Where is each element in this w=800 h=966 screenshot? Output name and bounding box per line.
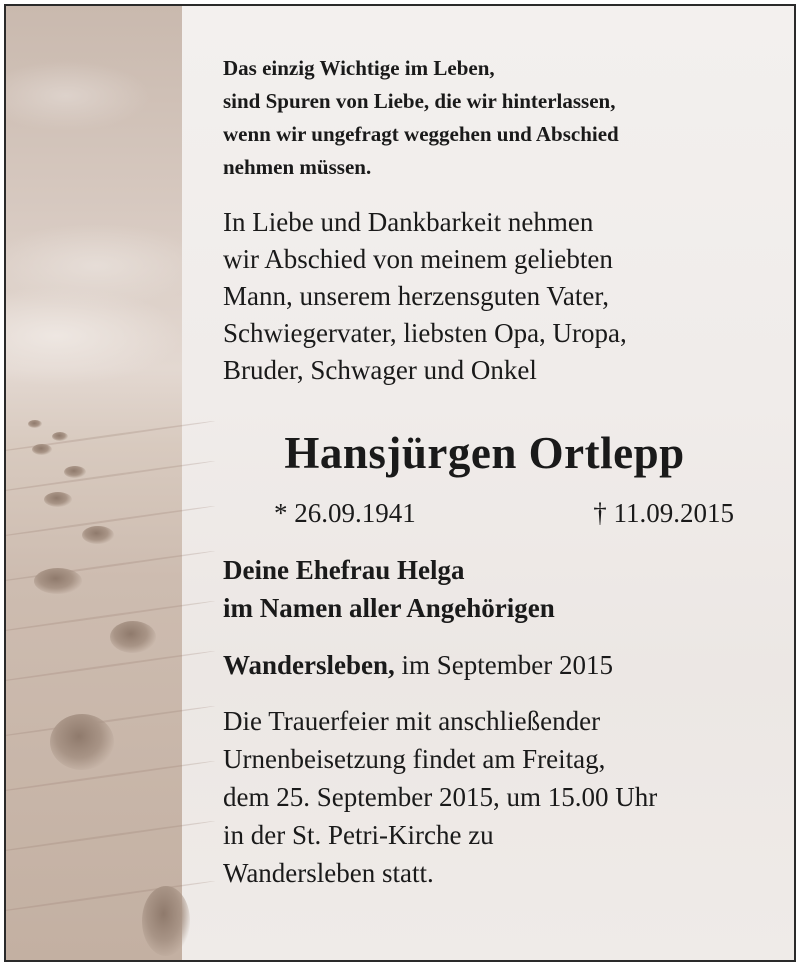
place-date bbox=[223, 646, 783, 684]
footprints-in-sand-image bbox=[6, 6, 182, 960]
signers: Deine Ehefrau Helga im Namen aller Angehörigen bbox=[223, 555, 555, 623]
death-date: † 11.09.2015 bbox=[593, 498, 734, 528]
obituary-notice bbox=[4, 4, 796, 962]
place-month: im September 2015 bbox=[394, 650, 613, 680]
birth-date: * 26.09.1941 bbox=[274, 498, 416, 528]
service-info: Die Trauerfeier mit anschließender Urnenbeisetzung findet am Freitag, dem 25. September 2015, um 15.00 Uhr in der St. Petri-Kirche zu Wandersleben statt. bbox=[223, 706, 658, 888]
life-dates bbox=[223, 495, 746, 531]
place-name: Wandersleben, bbox=[223, 650, 395, 680]
motto-quote: Das einzig Wichtige im Leben, sind Spuren von Liebe, die wir hinterlassen, wenn wir ungefragt weggehen und Abschied nehmen müssen. bbox=[223, 56, 619, 179]
notice-text bbox=[223, 52, 783, 892]
intro-text: In Liebe und Dankbarkeit nehmen wir Abschied von meinem geliebten Mann, unserem herzensguten Vater, Schwiegervater, liebsten Opa, Uropa, Bruder, Schwager und Onkel bbox=[223, 207, 627, 385]
deceased-name: Hansjürgen Ortlepp bbox=[284, 428, 685, 478]
